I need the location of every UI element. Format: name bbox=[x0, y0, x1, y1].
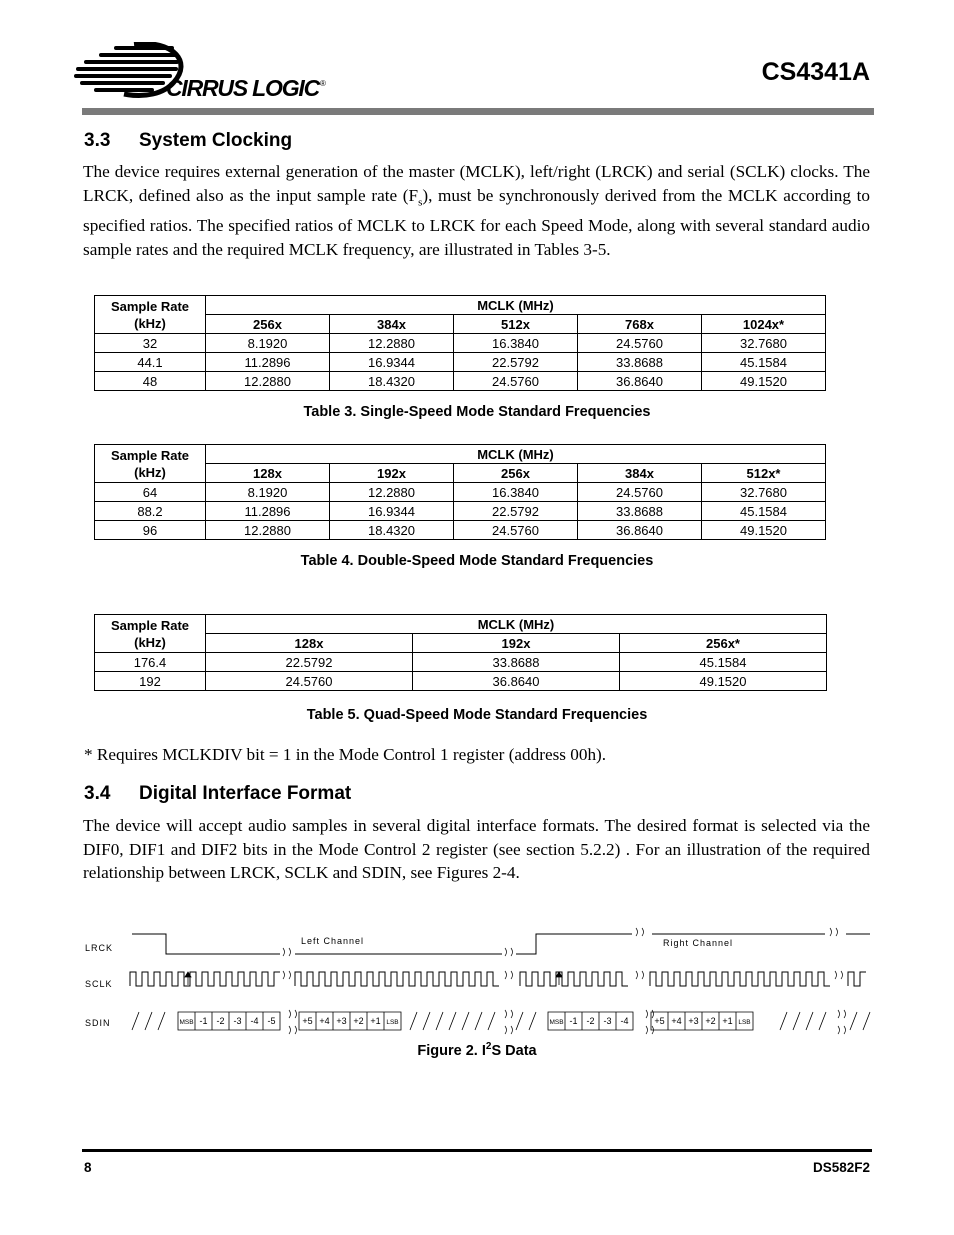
column-header: 192x bbox=[330, 464, 454, 483]
left-channel-label: Left Channel bbox=[301, 936, 365, 946]
left-channel-bit: LSB bbox=[386, 1019, 399, 1026]
left-channel-bit: +4 bbox=[319, 1016, 330, 1026]
table-single-speed bbox=[94, 295, 826, 391]
table-cell: 22.5792 bbox=[454, 502, 578, 521]
table-row bbox=[95, 334, 826, 353]
logo-registered-mark: ® bbox=[320, 79, 326, 88]
left-channel-bit: -4 bbox=[250, 1016, 259, 1026]
signal-label-sclk: SCLK bbox=[85, 979, 113, 989]
table-row bbox=[95, 483, 826, 502]
right-channel-bit: +1 bbox=[722, 1016, 733, 1026]
part-number: CS4341A bbox=[761, 58, 870, 86]
system-clocking-paragraph: The device requires external generation of the master (MCLK), left/right (LRCK) and serial (SCLK) clocks. The LRCK, defined also as the input sample rate $(F_s)$, must be synchronously derived from the MCLK according to specified ratios. The specified ratios of MCLK to LRCK for each Speed Mode, along with several standard audio sample rates and the required MCLK frequency, are illustrated in Tables 3-5. bbox=[83, 162, 870, 259]
left-channel-bit: +3 bbox=[336, 1016, 347, 1026]
section-title: System Clocking bbox=[139, 130, 293, 151]
table-cell: 33.8688 bbox=[578, 353, 702, 372]
figure-2-caption: Figure 2. $I^2S$ Data bbox=[417, 1041, 537, 1059]
table-cell: 16.9344 bbox=[330, 502, 454, 521]
header-rule bbox=[82, 108, 874, 115]
sdin-waveform bbox=[132, 1012, 870, 1030]
section-number: 3.4 bbox=[84, 783, 111, 804]
table-cell: 36.8640 bbox=[413, 672, 620, 691]
column-header: 512x bbox=[454, 315, 578, 334]
column-header: 384x bbox=[330, 315, 454, 334]
left-channel-bit: +1 bbox=[370, 1016, 381, 1026]
left-channel-bit: -3 bbox=[233, 1016, 242, 1026]
table-cell: 45.1584 bbox=[620, 653, 827, 672]
column-header: 512x* bbox=[702, 464, 826, 483]
column-header: 128x bbox=[206, 464, 330, 483]
table-cell: 32 bbox=[95, 334, 206, 353]
table-cell: 24.5760 bbox=[578, 483, 702, 502]
table-cell: 36.8640 bbox=[578, 521, 702, 540]
footnote: * Requires MCLKDIV bit = 1 in the Mode Control 1 register (address 00h). bbox=[84, 745, 607, 764]
table-cell: 32.7680 bbox=[702, 334, 826, 353]
page-number: 8 bbox=[84, 1160, 92, 1175]
right-channel-bit: -4 bbox=[620, 1016, 629, 1026]
column-header: 1024x* bbox=[702, 315, 826, 334]
table-cell: 45.1584 bbox=[702, 502, 826, 521]
footer-rule bbox=[82, 1149, 872, 1152]
table-row bbox=[95, 521, 826, 540]
table-cell: 18.4320 bbox=[330, 372, 454, 391]
table-cell: 12.2880 bbox=[206, 372, 330, 391]
table-cell: 12.2880 bbox=[330, 483, 454, 502]
sample-rate-header: Sample Rate (kHz) bbox=[95, 445, 206, 483]
right-channel-bit: MSB bbox=[549, 1019, 564, 1026]
table-row bbox=[95, 353, 826, 372]
table-cell: 33.8688 bbox=[413, 653, 620, 672]
lrck-waveform bbox=[132, 934, 870, 954]
mclk-header: MCLK (MHz) bbox=[206, 615, 827, 634]
table-4-caption: Table 4. Double-Speed Mode Standard Frequencies bbox=[300, 553, 654, 569]
sample-rate-header: Sample Rate (kHz) bbox=[95, 296, 206, 334]
cirrus-logic-logo bbox=[74, 42, 334, 104]
table-cell: 24.5760 bbox=[206, 672, 413, 691]
table-cell: 88.2 bbox=[95, 502, 206, 521]
table-cell: 36.8640 bbox=[578, 372, 702, 391]
mclk-header: MCLK (MHz) bbox=[206, 296, 826, 315]
signal-label-sdin: SDIN bbox=[85, 1018, 111, 1028]
right-channel-bit: +3 bbox=[688, 1016, 699, 1026]
table-row bbox=[95, 502, 826, 521]
table-cell: 16.9344 bbox=[330, 353, 454, 372]
table-cell: 24.5760 bbox=[454, 521, 578, 540]
table-cell: 18.4320 bbox=[330, 521, 454, 540]
section-number: 3.3 bbox=[84, 130, 111, 151]
table-cell: 16.3840 bbox=[454, 483, 578, 502]
right-channel-bit: -1 bbox=[569, 1016, 578, 1026]
table-cell: 8.1920 bbox=[206, 334, 330, 353]
mclk-header: MCLK (MHz) bbox=[206, 445, 826, 464]
table-cell: 44.1 bbox=[95, 353, 206, 372]
signal-label-lrck: LRCK bbox=[85, 943, 114, 953]
logo-text: CIRRUS LOGIC bbox=[166, 75, 319, 101]
sample-rate-header: Sample Rate (kHz) bbox=[95, 615, 206, 653]
document-id: DS582F2 bbox=[812, 1160, 870, 1175]
table-cell: 11.2896 bbox=[206, 353, 330, 372]
table-cell: 176.4 bbox=[95, 653, 206, 672]
table-quad-speed bbox=[94, 614, 827, 691]
table-cell: 24.5760 bbox=[454, 372, 578, 391]
table-cell: 16.3840 bbox=[454, 334, 578, 353]
table-cell: 192 bbox=[95, 672, 206, 691]
table-cell: 32.7680 bbox=[702, 483, 826, 502]
table-cell: 64 bbox=[95, 483, 206, 502]
right-channel-bit: +5 bbox=[654, 1016, 665, 1026]
column-header: 384x bbox=[578, 464, 702, 483]
left-channel-bit: +2 bbox=[353, 1016, 364, 1026]
table-cell: 45.1584 bbox=[702, 353, 826, 372]
column-header: 768x bbox=[578, 315, 702, 334]
right-channel-bit: -2 bbox=[586, 1016, 595, 1026]
table-cell: 12.2880 bbox=[206, 521, 330, 540]
left-channel-bit: MSB bbox=[179, 1019, 194, 1026]
table-row bbox=[95, 672, 827, 691]
table-cell: 49.1520 bbox=[702, 372, 826, 391]
right-channel-bit: +4 bbox=[671, 1016, 682, 1026]
table-double-speed bbox=[94, 444, 826, 540]
table-cell: 48 bbox=[95, 372, 206, 391]
table-cell: 96 bbox=[95, 521, 206, 540]
left-channel-bit: +5 bbox=[302, 1016, 313, 1026]
table-row bbox=[95, 372, 826, 391]
sclk-waveform bbox=[130, 972, 866, 986]
table-row bbox=[95, 653, 827, 672]
table-cell: 33.8688 bbox=[578, 502, 702, 521]
table-cell: 49.1520 bbox=[702, 521, 826, 540]
table-cell: 22.5792 bbox=[454, 353, 578, 372]
right-channel-bit: -3 bbox=[603, 1016, 612, 1026]
column-header: 128x bbox=[206, 634, 413, 653]
column-header: 192x bbox=[413, 634, 620, 653]
table-cell: 49.1520 bbox=[620, 672, 827, 691]
column-header: 256x bbox=[454, 464, 578, 483]
section-heading-system-clocking bbox=[84, 130, 292, 152]
table-cell: 11.2896 bbox=[206, 502, 330, 521]
table-cell: 12.2880 bbox=[330, 334, 454, 353]
table-5-caption: Table 5. Quad-Speed Mode Standard Frequencies bbox=[306, 707, 648, 723]
section-title: Digital Interface Format bbox=[139, 783, 352, 804]
column-header: 256x bbox=[206, 315, 330, 334]
column-header: 256x* bbox=[620, 634, 827, 653]
table-cell: 8.1920 bbox=[206, 483, 330, 502]
right-channel-bit: +2 bbox=[705, 1016, 716, 1026]
left-channel-bit: -5 bbox=[267, 1016, 276, 1026]
table-cell: 22.5792 bbox=[206, 653, 413, 672]
digital-interface-paragraph: The device will accept audio samples in several digital interface formats. The desired format is selected via the DIF0, DIF1 and DIF2 bits in the Mode Control 2 register (see section 5.2.2) . For an illustration of the required relationship between LRCK, SCLK and SDIN, see Figures 2-4. bbox=[83, 816, 870, 882]
i2s-timing-diagram bbox=[80, 920, 880, 1045]
left-channel-bit: -1 bbox=[199, 1016, 208, 1026]
left-channel-bit: -2 bbox=[216, 1016, 225, 1026]
right-channel-bit: LSB bbox=[738, 1019, 751, 1026]
table-3-caption: Table 3. Single-Speed Mode Standard Frequencies bbox=[303, 404, 651, 420]
table-cell: 24.5760 bbox=[578, 334, 702, 353]
section-heading-digital-interface-format bbox=[84, 783, 351, 805]
right-channel-label: Right Channel bbox=[663, 938, 734, 948]
